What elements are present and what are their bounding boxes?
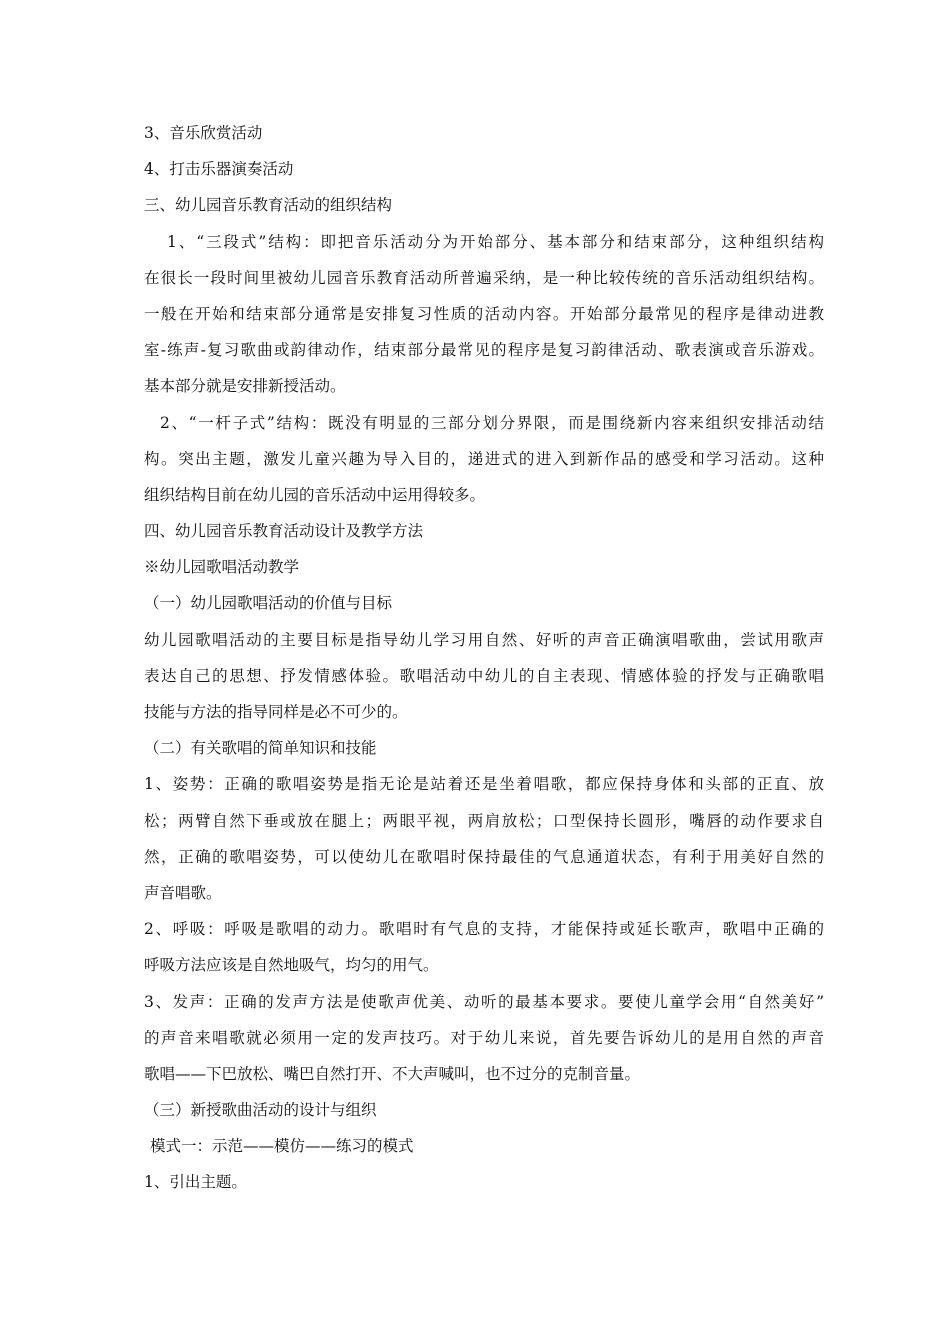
section-heading-4: 四、幼儿园音乐教育活动设计及教学方法 [144,522,424,541]
paragraph-line: 基本部分就是安排新授活动。 [144,377,346,396]
paragraph-line: 1、“三段式”结构：即把音乐活动分为开始部分、基本部分和结束部分，这种组织结构 [167,232,824,251]
paragraph-line: 表达自己的思想、抒发情感体验。歌唱活动中幼儿的自主表现、情感体验的抒发与正确歌唱 [144,666,824,685]
list-item-step-1: 1、引出主题。 [144,1173,247,1192]
list-item-percussion: 4、打击乐器演奏活动 [144,160,294,179]
paragraph-line: 松；两臂自然下垂或放在腿上；两眼平视，两肩放松；口型保持长圆形，嘴唇的动作要求自 [144,811,824,830]
paragraph-line: 在很长一段时间里被幼儿园音乐教育活动所普遍采纳，是一种比较传统的音乐活动组织结构。 [144,268,824,287]
subheading-1: （一）幼儿园歌唱活动的价值与目标 [144,594,393,613]
paragraph-line: 构。突出主题，激发儿童兴趣为导入目的，递进式的进入到新作品的感受和学习活动。这种 [144,449,824,468]
mode-heading: 模式一：示范——模仿——练习的模式 [150,1137,414,1156]
paragraph-line: 室-练声-复习歌曲或韵律动作，结束部分最常见的程序是复习韵律活动、歌表演或音乐游戏。 [144,341,824,360]
paragraph-line: 声音唱歌。 [144,883,222,902]
paragraph-line: 然，正确的歌唱姿势，可以使幼儿在歌唱时保持最佳的气息通道状态，有利于用美好自然的 [144,847,824,866]
paragraph-line: 呼吸方法应该是自然地吸气，均匀的用气。 [144,956,439,975]
list-item-music-appreciation: 3、音乐欣赏活动 [144,124,263,142]
paragraph-line: 幼儿园歌唱活动的主要目标是指导幼儿学习用自然、好听的声音正确演唱歌曲，尝试用歌声 [144,630,824,649]
paragraph-line: 组织结构目前在幼儿园的音乐活动中运用得较多。 [144,485,486,504]
paragraph-line: 技能与方法的指导同样是必不可少的。 [144,703,408,721]
document-body [144,118,824,1204]
paragraph-line: 3、发声：正确的发声方法是使歌声优美、动听的最基本要求。要使儿童学会用“自然美好” [144,992,824,1011]
subheading-2: （二）有关歌唱的简单知识和技能 [144,739,377,758]
subsection-heading: ※幼儿园歌唱活动教学 [144,558,300,577]
paragraph-line: 1、姿势：正确的歌唱姿势是指无论是站着还是坐着唱歌，都应保持身体和头部的正直、放 [144,775,824,794]
paragraph-line: 一般在开始和结束部分通常是安排复习性质的活动内容。开始部分最常见的程序是律动进教 [144,304,824,323]
paragraph-line: 2、“一杆子式”结构：既没有明显的三部分划分界限，而是围绕新内容来组织安排活动结 [160,413,824,432]
paragraph-line: 的声音来唱歌就必须用一定的发声技巧。对于幼儿来说，首先要告诉幼儿的是用自然的声音 [144,1028,824,1047]
paragraph-line: 2、呼吸：呼吸是歌唱的动力。歌唱时有气息的支持，才能保持或延长歌声，歌唱中正确的 [144,920,824,939]
subheading-3: （三）新授歌曲活动的设计与组织 [144,1101,377,1120]
paragraph-line: 歌唱——下巴放松、嘴巴自然打开、不大声喊叫，也不过分的克制音量。 [144,1064,641,1083]
section-heading-3: 三、幼儿园音乐教育活动的组织结构 [144,196,393,215]
